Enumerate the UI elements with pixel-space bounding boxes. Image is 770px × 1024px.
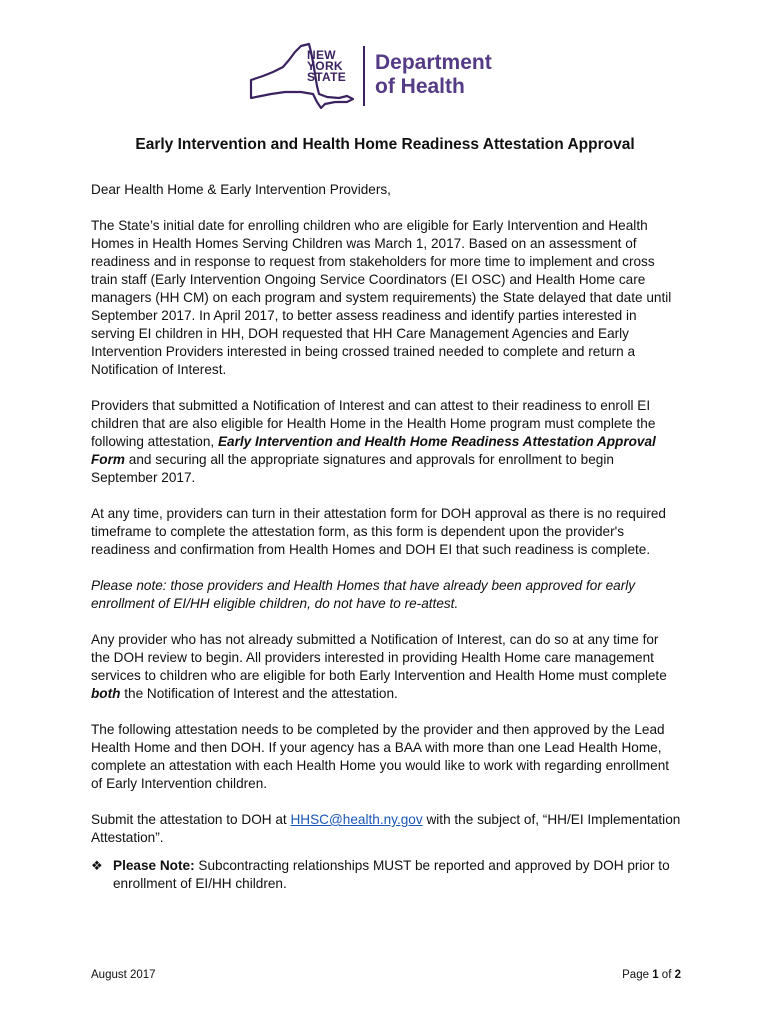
new-york-state-wordmark: NEW YORK STATE bbox=[307, 48, 347, 84]
logo-divider bbox=[363, 46, 365, 106]
paragraph-providers-attest: Providers that submitted a Notification of Interest and can attest to their readiness to enroll EI children that are also eligible for Health Home in the Health Home program must complete the following attestation, Early Intervention and Health Home Readiness Attestation Approval Form and securing all the appropriate signatures and approvals for enrollment to begin September 2017. bbox=[91, 398, 656, 485]
paragraph-any-time: At any time, providers can turn in their attestation form for DOH approval as there is no required timeframe to complete the attestation form, as this form is dependent upon the provider's readiness and confirmation from Health Homes and DOH EI that such readiness is complete. bbox=[91, 506, 666, 557]
document-body bbox=[91, 181, 681, 893]
footer-date: August 2017 bbox=[91, 969, 156, 981]
diamond-bullet-icon: ❖ bbox=[91, 858, 103, 873]
paragraph-notification-of-interest: Any provider who has not already submitted a Notification of Interest, can do so at any time for the DOH review to begin. All providers interested in providing Health Home care management services to children who are eligible for both Early Intervention and Health Home must complete both the Notification of Interest and the attestation. bbox=[91, 632, 667, 701]
paragraph-initial-date: The State’s initial date for enrolling children who are eligible for Early Intervention and Health Homes in Health Homes Serving Children was March 1, 2017. Based on an assessment of readiness and in response to request from stakeholders for more time to implement and cross train staff (Early Intervention Ongoing Service Coordinators (EI OSC) and Health Home care managers (HH CM) on each program and system requirements) the State delayed that date until September 2017. In April 2017, to better assess readiness and identify parties interested in serving EI children in HH, DOH requested that HH Care Management Agencies and Early Intervention Providers interested in being crossed trained needed to complete and return a Notification of Interest. bbox=[91, 218, 672, 377]
subcontracting-note: ❖ Please Note: Subcontracting relationships MUST be reported and approved by DOH prior to enrollment of EI/HH children. bbox=[91, 858, 670, 891]
greeting: Dear Health Home & Early Intervention Providers, bbox=[91, 182, 391, 197]
nys-doh-logo bbox=[243, 42, 543, 112]
footer-page-number: Page 1 of 2 bbox=[622, 969, 681, 981]
paragraph-attestation-approval: The following attestation needs to be completed by the provider and then approved by the Lead Health Home and then DOH. If your agency has a BAA with more than one Lead Health Home, complete an attestation with each Health Home you would like to work with regarding enrollment of Early Intervention children. bbox=[91, 722, 670, 791]
email-link[interactable]: HHSC@health.ny.gov bbox=[290, 812, 423, 827]
paragraph-please-note: Please note: those providers and Health Homes that have already been approved for early enrollment of EI/HH eligible children, do not have to re-attest. bbox=[91, 578, 636, 611]
document-title: Early Intervention and Health Home Readiness Attestation Approval bbox=[135, 136, 635, 153]
paragraph-submit: Submit the attestation to DOH at HHSC@health.ny.gov with the subject of, “HH/EI Implementation Attestation”. bbox=[91, 812, 681, 845]
department-of-health-wordmark: Department of Health bbox=[375, 51, 492, 98]
attestation-form-name: Early Intervention and Health Home Readiness Attestation Approval Form bbox=[91, 434, 656, 467]
